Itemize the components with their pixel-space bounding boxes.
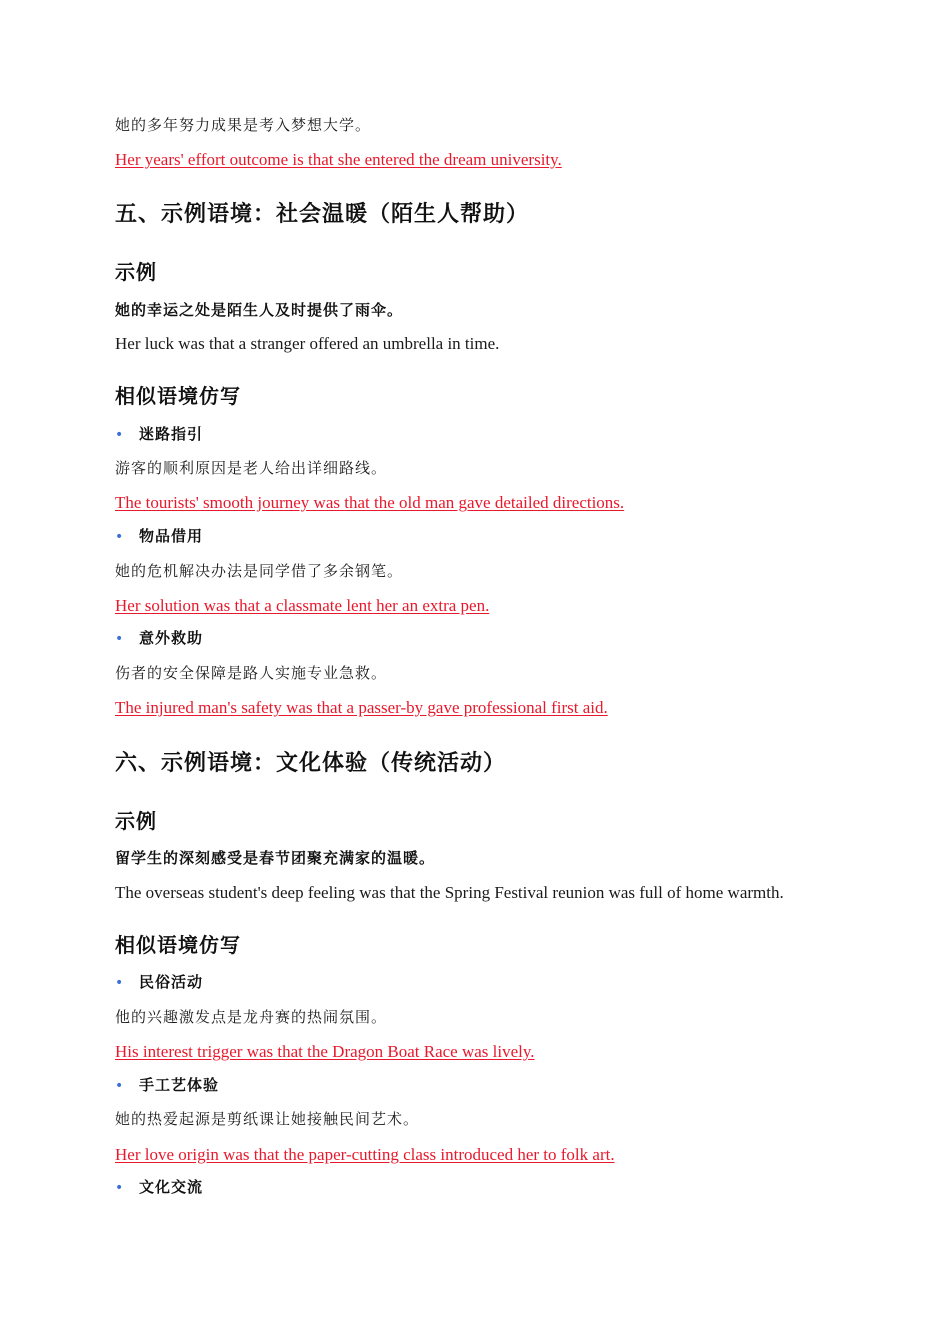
list-item-label: 手工艺体验	[139, 1076, 220, 1094]
section-5-similar-title: 相似语境仿写	[115, 384, 241, 408]
list-item	[115, 1180, 203, 1196]
list-item	[115, 631, 203, 647]
bullet-icon: •	[115, 427, 124, 443]
list-item-english: Her solution was that a classmate lent her an extra pen.	[115, 596, 490, 615]
list-item-english: His interest trigger was that the Dragon Boat Race was lively.	[115, 1042, 535, 1061]
bullet-icon: •	[115, 1078, 124, 1094]
section-5-example-title: 示例	[115, 260, 157, 284]
list-item	[115, 529, 203, 545]
list-item-label: 民俗活动	[139, 973, 204, 991]
list-item-english: The injured man's safety was that a passer-by gave professional first aid.	[115, 698, 608, 717]
list-item	[115, 975, 203, 991]
section-6-example-english: The overseas student's deep feeling was that the Spring Festival reunion was full of home warmth.	[115, 883, 784, 902]
bullet-icon: •	[115, 529, 124, 545]
list-item-chinese: 游客的顺利原因是老人给出详细路线。	[115, 459, 388, 477]
list-item	[115, 1078, 219, 1094]
list-item-chinese: 她的热爱起源是剪纸课让她接触民间艺术。	[115, 1110, 420, 1128]
list-item-label: 文化交流	[139, 1178, 204, 1196]
intro-english-translation: Her years' effort outcome is that she entered the dream university.	[115, 150, 562, 169]
bullet-icon: •	[115, 631, 124, 647]
intro-chinese-sentence: 她的多年努力成果是考入梦想大学。	[115, 116, 372, 134]
list-item-chinese: 伤者的安全保障是路人实施专业急救。	[115, 664, 388, 682]
section-5-example-chinese: 她的幸运之处是陌生人及时提供了雨伞。	[115, 301, 404, 319]
list-item-chinese: 她的危机解决办法是同学借了多余钢笔。	[115, 562, 404, 580]
list-item-english: The tourists' smooth journey was that the old man gave detailed directions.	[115, 493, 625, 512]
list-item-label: 物品借用	[139, 527, 204, 545]
section-5-heading: 五、示例语境：社会温暖（陌生人帮助）	[115, 201, 530, 227]
section-6-similar-title: 相似语境仿写	[115, 933, 241, 957]
section-6-example-title: 示例	[115, 809, 157, 833]
bullet-icon: •	[115, 975, 124, 991]
list-item-label: 迷路指引	[139, 425, 204, 443]
bullet-icon: •	[115, 1180, 124, 1196]
section-6-example-chinese: 留学生的深刻感受是春节团聚充满家的温暖。	[115, 849, 436, 867]
list-item-label: 意外救助	[139, 629, 204, 647]
section-6-heading: 六、示例语境：文化体验（传统活动）	[115, 750, 507, 776]
list-item-english: Her love origin was that the paper-cutting class introduced her to folk art.	[115, 1145, 615, 1164]
section-5-example-english: Her luck was that a stranger offered an umbrella in time.	[115, 334, 500, 353]
list-item	[115, 427, 203, 443]
list-item-chinese: 他的兴趣激发点是龙舟赛的热闹氛围。	[115, 1008, 388, 1026]
